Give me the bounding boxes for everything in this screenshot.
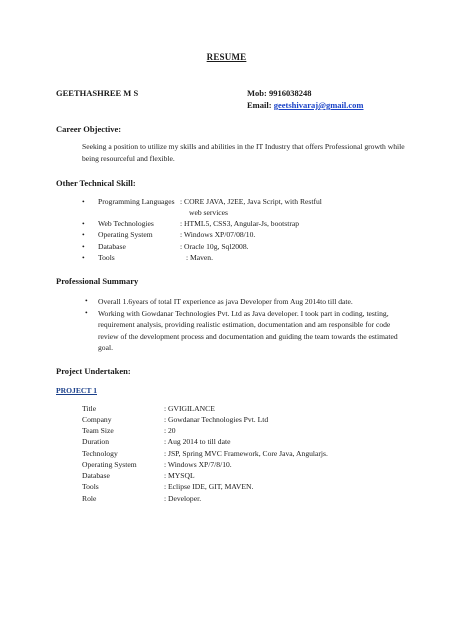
detail-value: : Windows XP/7/8/10.	[164, 460, 232, 469]
bullet: •	[82, 197, 85, 206]
skill-label: Tools	[98, 253, 115, 262]
bullet: •	[82, 230, 85, 239]
skill-label: Programming Languages	[98, 197, 175, 206]
mobile-number: Mob: 9916038248	[247, 88, 312, 98]
bullet: •	[82, 253, 85, 262]
professional-summary-heading: Professional Summary	[56, 276, 139, 286]
detail-value: : MYSQL	[164, 471, 195, 480]
skill-value: : CORE JAVA, J2EE, Java Script, with Restful	[180, 197, 322, 206]
skill-value: : HTML5, CSS3, Angular-Js, bootstrap	[180, 219, 300, 228]
detail-value: : Aug 2014 to till date	[164, 437, 231, 446]
summary-item: Working with Gowdanar Technologies Pvt. Ltd as Java developer. I took part in coding, testing, requirement analysis, providing realistic estimation, documentation and am responsible for code review of the development process and documentation and guiding the team towards the estimated goal.	[98, 309, 398, 353]
detail-value: : Gowdanar Technologies Pvt. Ltd	[164, 415, 269, 424]
bullet: •	[82, 242, 85, 251]
detail-value: : Eclipse IDE, GIT, MAVEN.	[164, 482, 254, 491]
detail-key: Company	[82, 415, 112, 424]
detail-key: Operating System	[82, 460, 137, 469]
summary-item: Overall 1.6years of total IT experience as java Developer from Aug 2014to till date.	[98, 297, 353, 306]
skill-label: Web Technologies	[98, 219, 154, 228]
detail-key: Technology	[82, 449, 118, 458]
detail-key: Role	[82, 494, 97, 503]
detail-value: : JSP, Spring MVC Framework, Core Java, Angularjs.	[164, 449, 328, 458]
detail-key: Team Size	[82, 426, 114, 435]
technical-skills-heading: Other Technical Skill:	[56, 178, 136, 188]
career-objective-text: Seeking a position to utilize my skills and abilities in the IT Industry that offers Professional growth while being resourceful and flexible.	[82, 142, 405, 163]
skill-label: Database	[98, 242, 126, 251]
resume-title: RESUME	[206, 52, 247, 62]
bullet: •	[85, 308, 88, 317]
bullet: •	[82, 219, 85, 228]
detail-value: : GVIGILANCE	[164, 404, 215, 413]
skill-label: Operating System	[98, 230, 153, 239]
email-label: Email:	[247, 100, 274, 110]
email-line	[247, 100, 364, 110]
email-link[interactable]: geetshivaraj@gmail.com	[273, 100, 364, 110]
project-label: PROJECT 1	[56, 386, 97, 395]
detail-key: Tools	[82, 482, 99, 491]
detail-key: Database	[82, 471, 110, 480]
skill-value: : Oracle 10g, Sql2008.	[180, 242, 249, 251]
projects-heading: Project Undertaken:	[56, 366, 131, 376]
career-objective-heading: Career Objective:	[56, 124, 122, 134]
detail-value: : Developer.	[164, 494, 202, 503]
detail-key: Title	[82, 404, 97, 413]
candidate-name: GEETHASHREE M S	[56, 88, 139, 98]
skill-value-continuation: web services	[189, 208, 229, 217]
detail-key: Duration	[82, 437, 109, 446]
detail-value: : 20	[164, 426, 176, 435]
skill-value: : Maven.	[186, 253, 213, 262]
bullet: •	[85, 296, 88, 305]
skill-value: : Windows XP/07/08/10.	[180, 230, 256, 239]
